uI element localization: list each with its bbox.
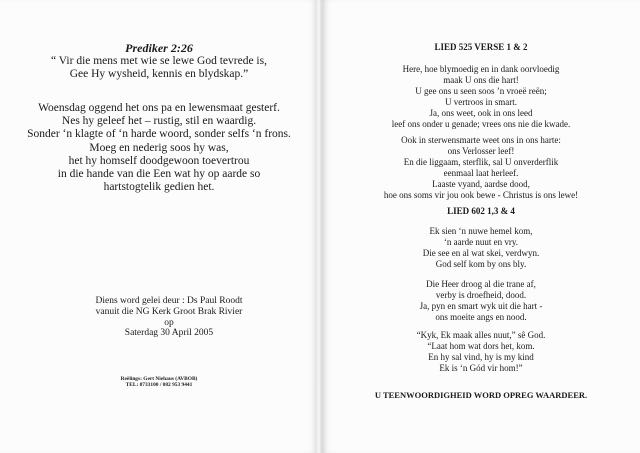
hymn-line: En die liggaam, sterflik, sal U onverderflik — [403, 157, 559, 167]
verse-title: Prediker 2:26 — [125, 41, 193, 55]
verse-line: Gee Hy wysheid, kennis en blydskap.” — [69, 68, 249, 80]
service-line: op — [164, 317, 174, 328]
death-notice-line: Moeg en nederig soos hy was, — [89, 141, 229, 154]
hymn-2-title: LIED 602 1,3 & 4 — [447, 206, 515, 216]
hymn-2-stanza-1 — [322, 226, 640, 270]
hymn-line: Ek is ‘n Gód vir hom!” — [439, 363, 523, 373]
service-line: Saterdag 30 April 2005 — [124, 328, 214, 339]
service-line: Diens word gelei deur : Ds Paul Roodt — [95, 296, 243, 306]
hymn-line: ons moeite angs en nood. — [435, 312, 527, 322]
hymn-1-title: LIED 525 VERSE 1 & 2 — [434, 42, 528, 52]
hymn-line: eenmaal laat herleef. — [443, 168, 519, 178]
right-page — [322, 0, 640, 453]
hymn-line: leef ons onder u genade; vrees ons nie die kwade. — [391, 119, 571, 129]
verse-text — [0, 55, 318, 81]
hymn-line: Here, hoe blymoedig en in dank oorvloedig — [402, 64, 560, 74]
hymn-line: En hy sal vind, hy is my kind — [428, 352, 534, 362]
hymn-2-stanza-3 — [322, 330, 640, 374]
service-line: vanuit die NG Kerk Groot Brak Rivier — [95, 306, 243, 317]
hymn-line: hoe ons soms vir jou ook bewe - Christus is ons lewe! — [383, 190, 579, 200]
hymn-line: verby is droefheid, dood. — [435, 290, 527, 300]
hymn-line: U gee ons u seen soos ’n vroeë reën; — [415, 86, 547, 96]
death-notice — [0, 102, 318, 194]
hymn-line: maak U ons die hart! — [443, 75, 519, 85]
death-notice-line: het hy homself doodgewoon toevertrou — [68, 154, 250, 167]
death-notice-line: Sonder ‘n klagte of ‘n harde woord, sonder selfs ‘n frons. — [27, 128, 291, 141]
hymn-line: Ek sien ‘n nuwe hemel kom, — [429, 226, 533, 236]
undertaker-line: TEL: 8733100 / 082 953 9441 — [125, 382, 193, 389]
undertaker-line: Reëlings: Gert Niehaus (AVBOB) — [120, 376, 198, 382]
death-notice-line: hartstogtelik gedien het. — [103, 181, 215, 194]
service-details — [10, 296, 328, 339]
hymn-line: U vertroos in smart. — [445, 97, 517, 107]
hymn-line: Die see en al wat skei, verdwyn. — [422, 248, 540, 258]
hymn-line: God self kom by ons bly. — [435, 259, 527, 269]
hymn-line: Ja, pyn en smart wyk uit die hart - — [419, 301, 543, 311]
hymn-line: Ja, ons weet, ook in ons leed — [429, 108, 533, 118]
hymn-line: ‘n aarde nuut en vry. — [443, 237, 519, 247]
thank-you-footer: U TEENWOORDIGHEID WORD OPREG WAARDEER. — [374, 390, 588, 400]
hymn-2-stanza-2 — [322, 279, 640, 323]
hymn-line: “Laat hom wat dors het, kom. — [427, 341, 535, 351]
death-notice-line: in die hande van die Een wat hy op aarde so — [57, 168, 261, 181]
death-notice-line: Woensdag oggend het ons pa en lewensmaat gesterf. — [38, 102, 280, 114]
undertaker-details — [0, 376, 318, 389]
hymn-line: Ook in sterwensmarte weet ons in ons harte: — [401, 135, 561, 145]
hymn-line: “Kyk, Ek maak alles nuut,” sê God. — [416, 330, 546, 340]
hymn-1-stanza-2 — [322, 135, 640, 201]
hymn-line: Die Heer droog al die trane af, — [426, 279, 536, 289]
left-page — [0, 0, 318, 453]
death-notice-line: Nes hy geleef het – rustig, stil en waardig. — [61, 115, 257, 128]
verse-line: “ Vir die mens met wie se lewe God tevrede is, — [51, 55, 267, 67]
hymn-1-stanza-1 — [322, 64, 640, 130]
hymn-line: Laaste vyand, aardse dood, — [432, 179, 530, 189]
hymn-line: ons Verlosser leef! — [447, 146, 515, 156]
